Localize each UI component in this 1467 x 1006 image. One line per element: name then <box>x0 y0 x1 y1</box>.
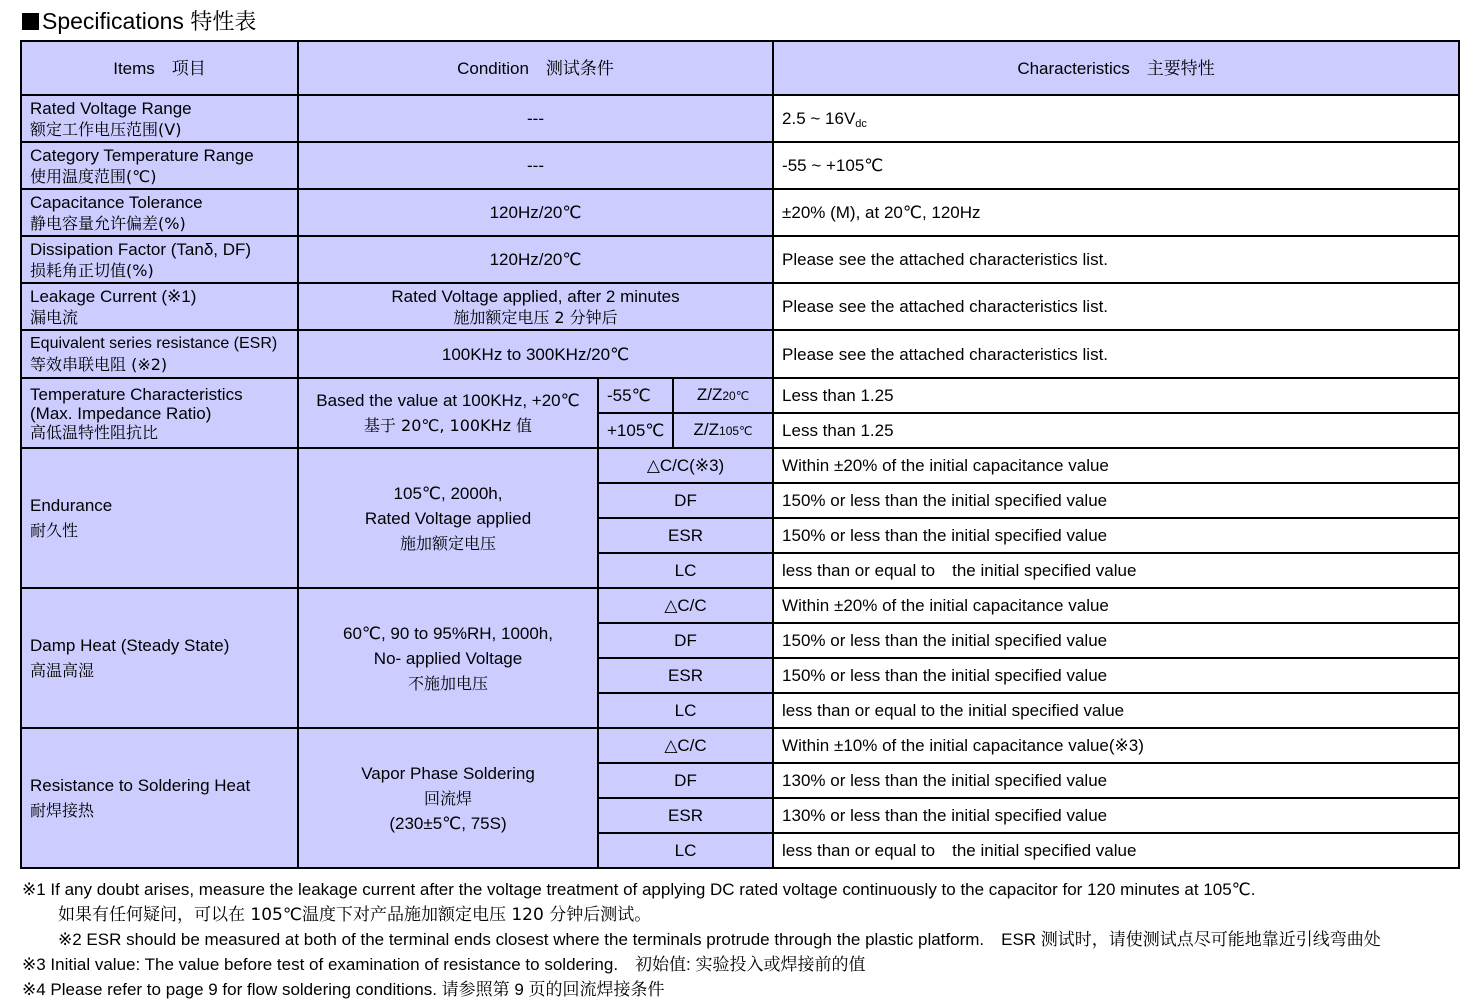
item-en-2: (Max. Impedance Ratio) <box>30 403 212 423</box>
table-row <box>21 330 1459 378</box>
table-header-row <box>21 41 1459 95</box>
parameter-cell: DF <box>598 763 773 798</box>
table-row <box>21 588 1459 623</box>
item-zh: 等效串联电阻 (※2) <box>30 355 168 374</box>
characteristic-cell: 2.5 ~ $16V_{dc}$ <box>773 95 1459 142</box>
footnote-1: ※1 If any doubt arises, measure the leakage current after the voltage treatment of applying DC rated voltage continuously to the capacitor for 120 minutes at 105℃. <box>22 880 1256 899</box>
characteristic-cell: -55 ~ +105℃ <box>773 142 1459 189</box>
temperature-cell: -55℃ <box>598 378 673 413</box>
characteristic-cell: Please see the attached characteristics list. <box>773 330 1459 378</box>
characteristic-cell: less than or equal to the initial specified value <box>773 693 1459 728</box>
item-cell <box>21 588 298 728</box>
item-cell <box>21 448 298 588</box>
table-row <box>21 95 1459 142</box>
characteristic-cell: 150% or less than the initial specified value <box>773 623 1459 658</box>
item-cell <box>21 728 298 868</box>
condition-cell: 100KHz to 300KHz/20℃ <box>298 330 773 378</box>
item-en: Dissipation Factor (Tanδ, DF) <box>30 239 252 259</box>
item-zh: 耐焊接热 <box>30 801 95 820</box>
page-title <box>22 6 256 38</box>
parameter-cell: ESR <box>598 658 773 693</box>
characteristic-cell: less than or equal to the initial specified value <box>773 833 1459 868</box>
condition-cell: 120Hz/20℃ <box>298 189 773 236</box>
item-en: Endurance <box>30 496 113 515</box>
parameter-cell: ESR <box>598 798 773 833</box>
title-en: Specifications <box>42 8 184 34</box>
item-zh: 使用温度范围(℃) <box>30 166 157 186</box>
item-cell <box>21 330 298 378</box>
temperature-cell: +105℃ <box>598 413 673 448</box>
condition-cell: 105℃, 2000h, Rated Voltage applied 施加额定电压 <box>298 448 598 588</box>
table-row <box>21 236 1459 283</box>
item-cell <box>21 95 298 142</box>
condition-cell: 120Hz/20℃ <box>298 236 773 283</box>
item-cell <box>21 142 298 189</box>
header-items: Items 项目 <box>21 41 298 95</box>
footnote-4: ※4 Please refer to page 9 for flow soldering conditions. 请参照第 9 页的回流焊接条件 <box>22 980 665 999</box>
characteristic-cell: Within ±10% of the initial capacitance value(※3) <box>773 728 1459 763</box>
item-en: Leakage Current (※1) <box>30 286 197 306</box>
characteristic-cell: Please see the attached characteristics list. <box>773 236 1459 283</box>
table-row <box>21 189 1459 236</box>
characteristic-cell: less than or equal to the initial specified value <box>773 553 1459 588</box>
parameter-cell: LC <box>598 553 773 588</box>
item-zh: 损耗角正切值(%) <box>30 260 154 280</box>
item-zh: 耐久性 <box>30 521 79 540</box>
parameter-cell: LC <box>598 693 773 728</box>
table-row <box>21 448 1459 483</box>
item-cell <box>21 378 298 448</box>
item-en: Temperature Characteristics <box>30 384 243 404</box>
header-characteristics: Characteristics 主要特性 <box>773 41 1459 95</box>
square-bullet-icon <box>22 13 39 30</box>
parameter-cell: DF <box>598 483 773 518</box>
table-row <box>21 142 1459 189</box>
item-cell <box>21 283 298 330</box>
ratio-cell: Z/Z105℃ <box>673 413 773 448</box>
parameter-cell: △C/C <box>598 728 773 763</box>
characteristic-cell: ±20% (M), at 20℃, 120Hz <box>773 189 1459 236</box>
title-zh: 特性表 <box>190 10 257 35</box>
characteristic-cell: Within ±20% of the initial capacitance value <box>773 448 1459 483</box>
specifications-table <box>20 40 1460 869</box>
table-row <box>21 283 1459 330</box>
parameter-cell: LC <box>598 833 773 868</box>
item-zh: 高温高湿 <box>30 661 95 680</box>
characteristic-cell: 150% or less than the initial specified value <box>773 658 1459 693</box>
item-zh: 静电容量允许偏差(%) <box>30 213 186 233</box>
item-en: Resistance to Soldering Heat <box>30 776 251 795</box>
characteristic-cell: Please see the attached characteristics list. <box>773 283 1459 330</box>
item-en: Equivalent series resistance (ESR) <box>30 335 278 352</box>
item-zh: 额定工作电压范围(V) <box>30 119 182 139</box>
item-en: Category Temperature Range <box>30 145 254 165</box>
header-condition: Condition 测试条件 <box>298 41 773 95</box>
item-en: Rated Voltage Range <box>30 98 192 118</box>
footnote-2: ※2 ESR should be measured at both of the terminal ends closest where the terminals protrude through the plastic platform. ESR 测试时，请使测试点尽可能地靠近引线弯曲处 <box>58 930 1381 949</box>
condition-cell: 60℃, 90 to 95%RH, 1000h, No- applied Voltage 不施加电压 <box>298 588 598 728</box>
characteristic-cell: 150% or less than the initial specified value <box>773 483 1459 518</box>
ratio-cell: Z/Z20℃ <box>673 378 773 413</box>
condition-cell: Vapor Phase Soldering 回流焊 (230±5℃, 75S) <box>298 728 598 868</box>
item-cell <box>21 189 298 236</box>
parameter-cell: △C/C(※3) <box>598 448 773 483</box>
item-zh: 高低温特性阻抗比 <box>30 422 159 442</box>
condition-cell: Rated Voltage applied, after 2 minutes 施加额定电压 2 分钟后 <box>298 283 773 330</box>
item-zh: 漏电流 <box>30 307 79 327</box>
parameter-cell: △C/C <box>598 588 773 623</box>
characteristic-cell: Less than 1.25 <box>773 413 1459 448</box>
characteristic-cell: 130% or less than the initial specified value <box>773 798 1459 833</box>
condition-cell: --- <box>298 95 773 142</box>
characteristic-cell: Within ±20% of the initial capacitance value <box>773 588 1459 623</box>
parameter-cell: ESR <box>598 518 773 553</box>
footnote-1-zh: 如果有任何疑问，可以在 105℃温度下对产品施加额定电压 120 分钟后测试。 <box>58 905 652 925</box>
table-row <box>21 378 1459 413</box>
table-row <box>21 728 1459 763</box>
item-en: Capacitance Tolerance <box>30 192 203 212</box>
parameter-cell: DF <box>598 623 773 658</box>
condition-cell: Based the value at 100KHz, +20℃ 基于 20℃, 100KHz 值 <box>298 378 598 448</box>
item-en: Damp Heat (Steady State) <box>30 636 230 655</box>
condition-cell: --- <box>298 142 773 189</box>
characteristic-cell: Less than 1.25 <box>773 378 1459 413</box>
item-cell <box>21 236 298 283</box>
characteristic-cell: 150% or less than the initial specified value <box>773 518 1459 553</box>
footnote-3: ※3 Initial value: The value before test of examination of resistance to soldering. 初始值: 实验投入或焊接前的值 <box>22 955 866 974</box>
characteristic-cell: 130% or less than the initial specified value <box>773 763 1459 798</box>
